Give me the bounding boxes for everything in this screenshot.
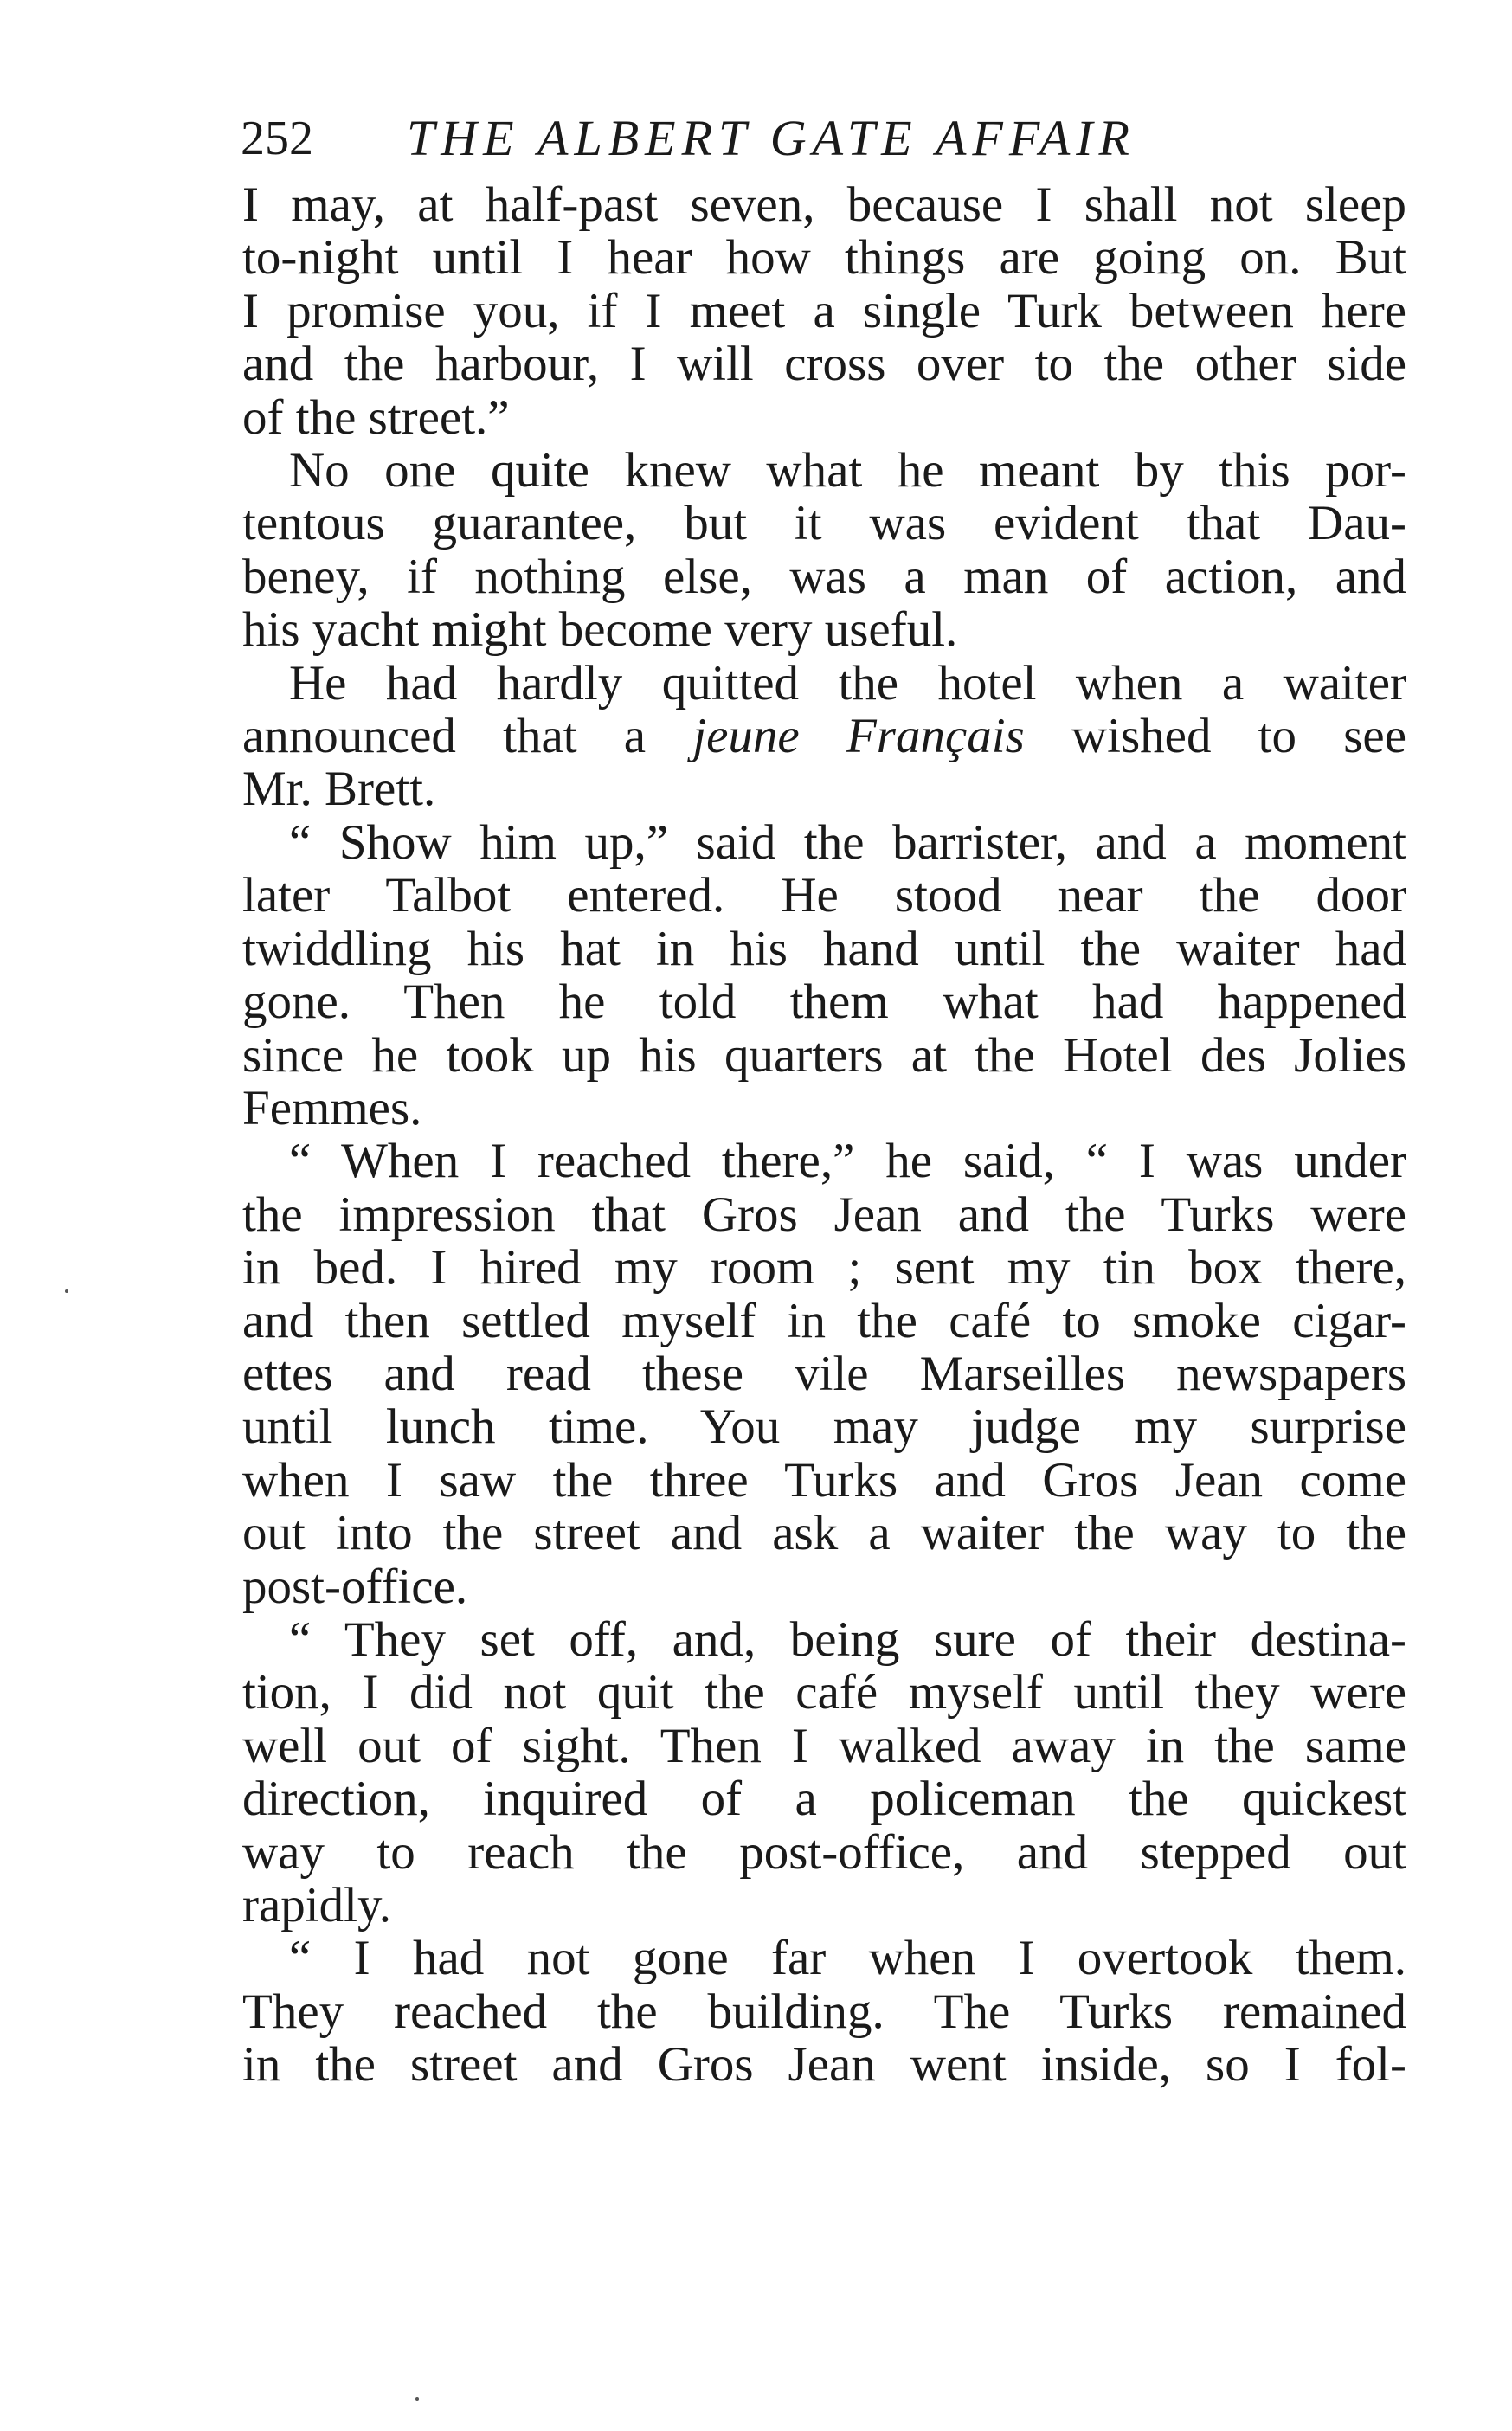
paragraph-7 bbox=[242, 1932, 1406, 2091]
text-line: tentous guarantee, but it was evident that Dau- bbox=[242, 496, 1406, 551]
scan-speck bbox=[65, 1289, 68, 1293]
paragraph-1 bbox=[242, 178, 1406, 444]
text-line: “ I had not gone far when I overtook them. bbox=[289, 1931, 1406, 1986]
text-fragment: wished to see bbox=[1024, 709, 1406, 764]
text-line: well out of sight. Then I walked away in the same bbox=[242, 1718, 1406, 1773]
paragraph-4 bbox=[242, 816, 1406, 1135]
text-line: beney, if nothing else, was a man of action, and bbox=[242, 549, 1406, 604]
paragraph-5 bbox=[242, 1135, 1406, 1613]
scan-speck bbox=[415, 2397, 419, 2401]
paragraph-3 bbox=[242, 657, 1406, 816]
text-line: and then settled myself in the café to smoke cigar- bbox=[242, 1293, 1406, 1348]
text-line: Femmes. bbox=[242, 1080, 422, 1135]
text-line: They reached the building. The Turks remained bbox=[242, 1984, 1406, 2039]
text-line bbox=[242, 710, 1406, 762]
book-page bbox=[242, 104, 1406, 2092]
text-line: He had hardly quitted the hotel when a waiter bbox=[289, 655, 1406, 711]
text-line: in bed. I hired my room ; sent my tin box there, bbox=[242, 1240, 1406, 1296]
text-fragment: announced that a bbox=[242, 709, 693, 764]
text-line: I promise you, if I meet a single Turk between here bbox=[242, 283, 1406, 338]
text-line: of the street.” bbox=[242, 389, 510, 445]
text-line: and the harbour, I will cross over to the other side bbox=[242, 337, 1406, 392]
book-title: THE ALBERT GATE AFFAIR bbox=[407, 110, 1136, 166]
text-line: “ Show him up,” said the barrister, and a moment bbox=[289, 814, 1406, 870]
text-line: gone. Then he told them what had happened bbox=[242, 974, 1406, 1030]
paragraph-2 bbox=[242, 444, 1406, 657]
text-line: “ They set off, and, being sure of their destina- bbox=[289, 1611, 1406, 1667]
text-line: No one quite knew what he meant by this por- bbox=[289, 443, 1406, 498]
running-head bbox=[242, 104, 1406, 173]
text-line: post-office. bbox=[242, 1559, 468, 1614]
text-line: until lunch time. You may judge my surprise bbox=[242, 1399, 1406, 1455]
text-line: ettes and read these vile Marseilles newspapers bbox=[242, 1346, 1406, 1401]
text-line: his yacht might become very useful. bbox=[242, 602, 958, 658]
text-line: way to reach the post-office, and stepped out bbox=[242, 1824, 1406, 1880]
page-number: 252 bbox=[241, 112, 313, 165]
text-line: in the street and Gros Jean went inside, so I fol- bbox=[242, 2037, 1406, 2093]
text-line: rapidly. bbox=[242, 1878, 392, 1933]
text-line: “ When I reached there,” he said, “ I was under bbox=[289, 1134, 1406, 1189]
text-line: since he took up his quarters at the Hotel des Jolies bbox=[242, 1027, 1406, 1083]
paragraph-6 bbox=[242, 1613, 1406, 1932]
text-line: out into the street and ask a waiter the way to the bbox=[242, 1506, 1406, 1561]
text-line: twiddling his hat in his hand until the waiter had bbox=[242, 921, 1406, 976]
text-line: tion, I did not quit the café myself until they were bbox=[242, 1665, 1406, 1720]
text-line: direction, inquired of a policeman the quickest bbox=[242, 1772, 1406, 1827]
text-line: I may, at half-past seven, because I shall not sleep bbox=[242, 177, 1406, 232]
text-line: when I saw the three Turks and Gros Jean come bbox=[242, 1452, 1406, 1508]
italic-phrase: jeune Français bbox=[692, 709, 1025, 764]
text-line: the impression that Gros Jean and the Turks were bbox=[242, 1187, 1406, 1242]
text-line: Mr. Brett. bbox=[242, 762, 436, 817]
text-line: to-night until I hear how things are going on. But bbox=[242, 230, 1406, 286]
text-line: later Talbot entered. He stood near the door bbox=[242, 868, 1406, 923]
